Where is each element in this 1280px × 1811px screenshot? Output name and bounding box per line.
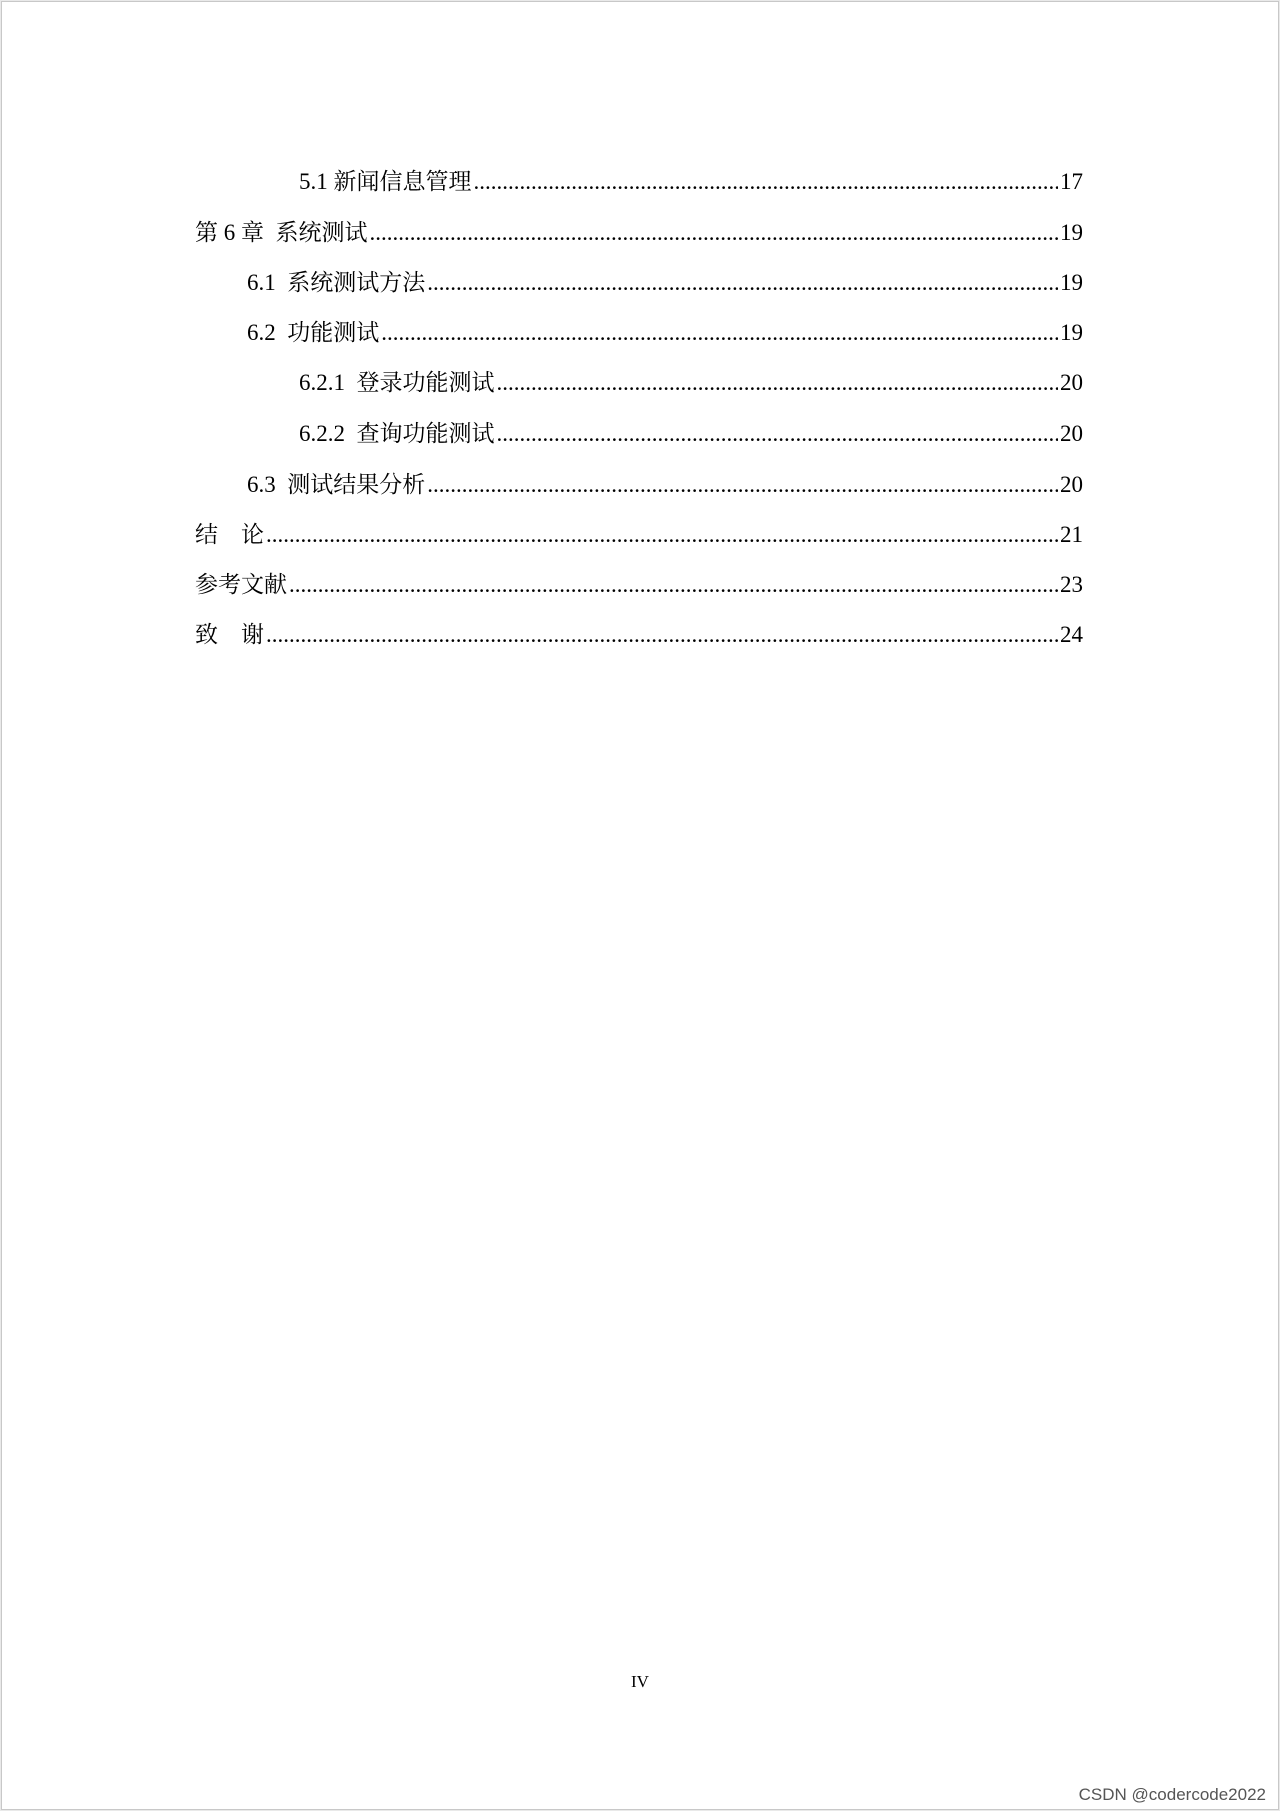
toc-entry-page: 20	[1060, 421, 1083, 446]
toc-dot-leader	[474, 165, 1059, 199]
toc-dot-leader	[427, 266, 1058, 300]
toc-dot-leader	[370, 216, 1059, 250]
page-number: IV	[631, 1672, 649, 1691]
toc-entry-acknowledgements[interactable]	[195, 618, 1083, 652]
toc-entry-page: 17	[1060, 169, 1083, 194]
toc-entry-page: 19	[1060, 220, 1083, 245]
document-page	[1, 1, 1279, 1810]
toc-entry-chapter-6[interactable]	[195, 216, 1083, 250]
toc-entry-label: 5.1 新闻信息管理	[299, 169, 472, 194]
toc-entry-page: 24	[1060, 622, 1083, 647]
toc-entry-6-2-1[interactable]	[299, 366, 1083, 400]
toc-entry-6-2-2[interactable]	[299, 417, 1083, 451]
toc-dot-leader	[497, 417, 1059, 451]
toc-dot-leader	[266, 518, 1058, 552]
toc-dot-leader	[497, 366, 1059, 400]
toc-dot-leader	[427, 468, 1058, 502]
toc-entry-6-1[interactable]	[247, 266, 1083, 300]
toc-entry-page: 20	[1060, 472, 1083, 497]
watermark: CSDN @codercode2022	[1078, 1785, 1266, 1804]
toc-dot-leader	[289, 568, 1058, 602]
toc-entry-page: 23	[1060, 572, 1083, 597]
toc-entry-6-2[interactable]	[247, 316, 1083, 350]
toc-entry-label: 6.1 系统测试方法	[247, 270, 426, 295]
toc-entry-label: 6.2.1 登录功能测试	[299, 370, 495, 395]
toc-entry-conclusion[interactable]	[195, 518, 1083, 552]
toc-entry-label: 致 谢	[195, 622, 264, 647]
toc-entry-label: 6.2 功能测试	[247, 320, 380, 345]
toc-entry-label: 参考文献	[195, 572, 287, 597]
toc-entry-label: 结 论	[195, 522, 264, 547]
toc-dot-leader	[266, 618, 1058, 652]
toc-entry-references[interactable]	[195, 568, 1083, 602]
toc-entry-label: 6.2.2 查询功能测试	[299, 421, 495, 446]
toc-entry-5-1[interactable]	[299, 165, 1083, 199]
toc-entry-label: 6.3 测试结果分析	[247, 472, 426, 497]
toc-entry-page: 21	[1060, 522, 1083, 547]
toc-dot-leader	[381, 316, 1058, 350]
toc-entry-page: 19	[1060, 270, 1083, 295]
toc-entry-page: 19	[1060, 320, 1083, 345]
toc-entry-6-3[interactable]	[247, 468, 1083, 502]
toc-entry-page: 20	[1060, 370, 1083, 395]
toc-entry-label: 第 6 章 系统测试	[195, 220, 368, 245]
